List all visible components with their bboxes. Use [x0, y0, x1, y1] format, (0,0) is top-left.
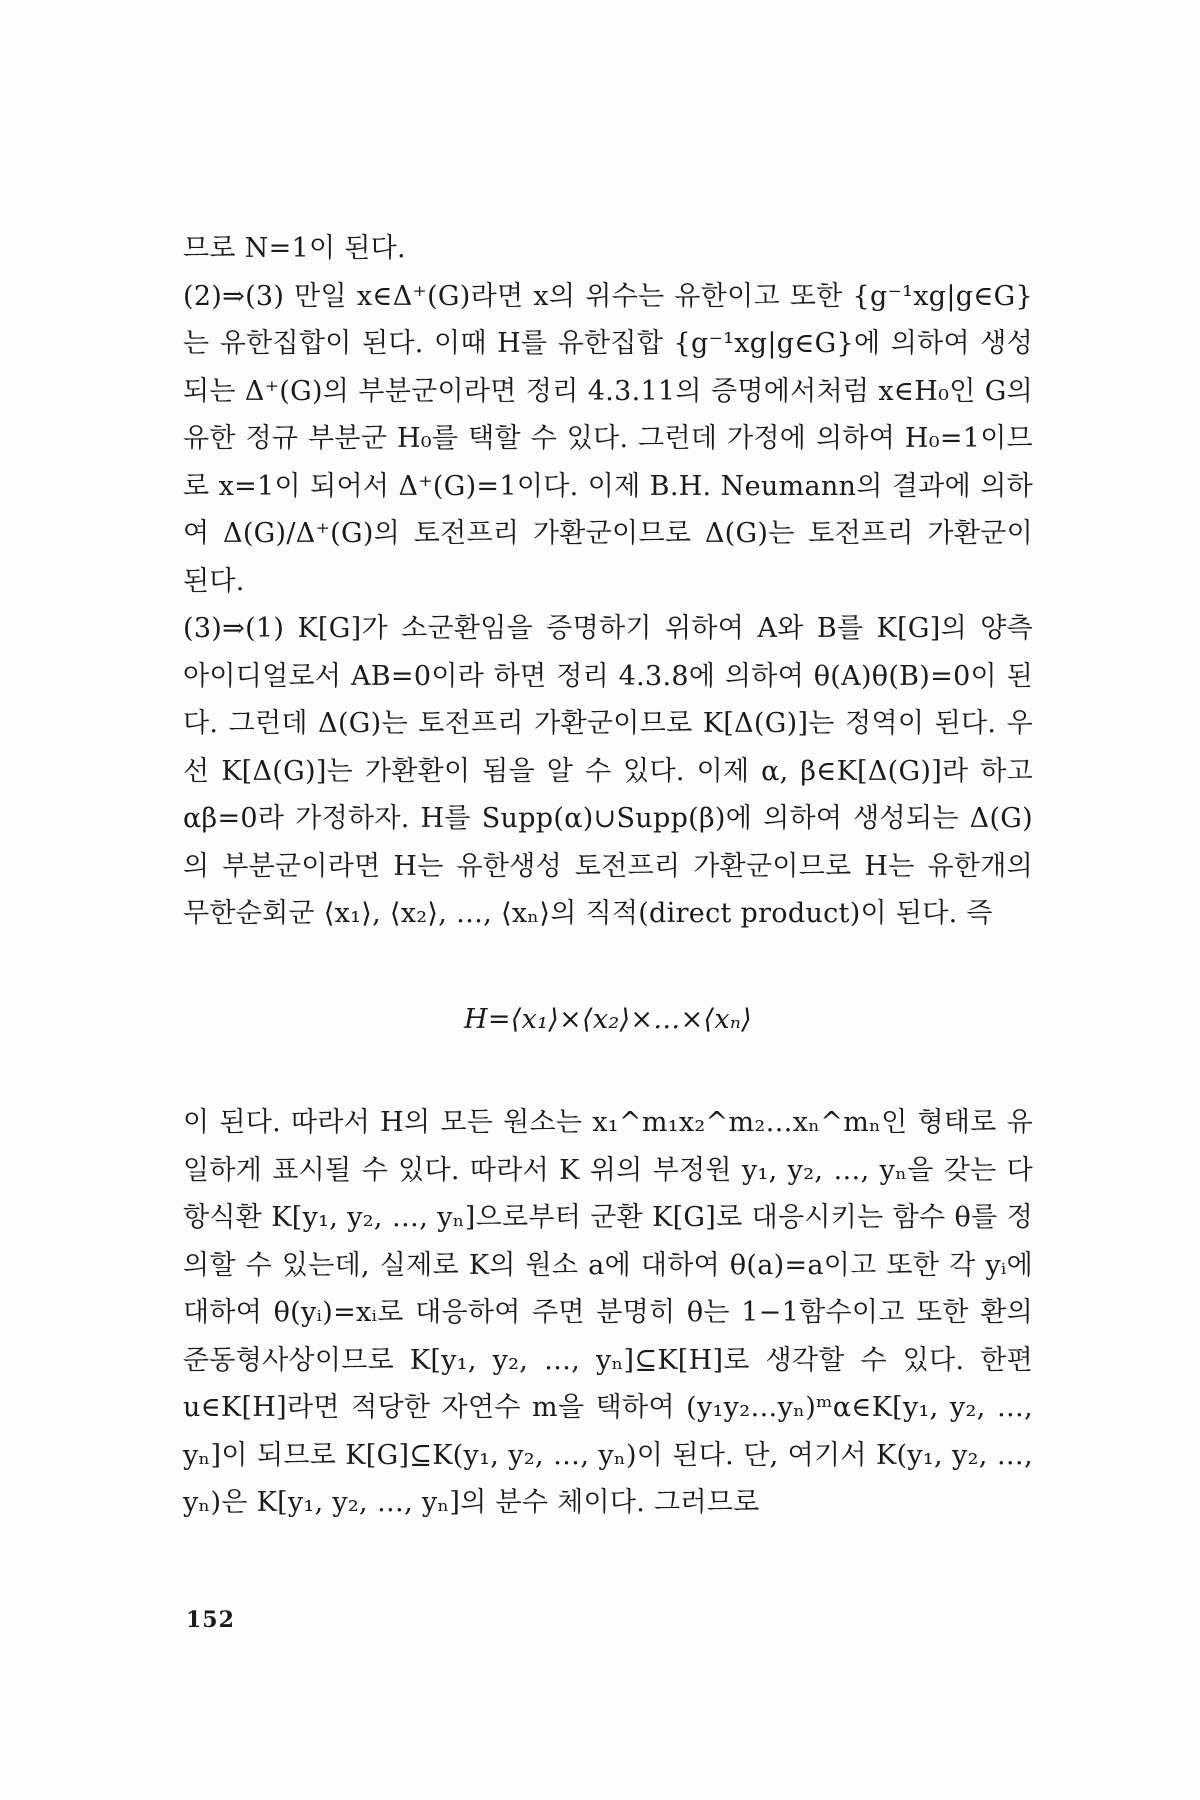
page-number: 152 [186, 1607, 235, 1633]
paragraph-3: (3)⇒(1) K[G]가 소군환임을 증명하기 위하여 A와 B를 K[G]의 양측 아이디얼로서 AB=0이라 하면 정리 4.3.8에 의하여 θ(A)θ(B)=0이 된다. 그런데 Δ(G)는 토전프리 가환군이므로 K[Δ(G)]는 정역이 된다. 우선 K[Δ(G)]는 가환환이 됨을 알 수 있다. 이제 α, β∈K[Δ(G)]라 하고 αβ=0라 가정하자. H를 Supp(α)∪Supp(β)에 의하여 생성되는 Δ(G)의 부분군이라면 H는 유한생성 토전프리 가환군이므로 H는 유한개의 무한순회군 ⟨x₁⟩, ⟨x₂⟩, …, ⟨xₙ⟩의 직적(direct product)이 된다. 즉 [183, 613, 1033, 929]
paragraph-1: 므로 N=1이 된다. [183, 233, 406, 264]
paragraph-4: 이 된다. 따라서 H의 모든 원소는 x₁^m₁x₂^m₂…xₙ^mₙ인 형태로 유일하게 표시될 수 있다. 따라서 K 위의 부정원 y₁, y₂, …, yₙ을 갖는 다항식환 K[y₁, y₂, …, yₙ]으로부터 군환 K[G]로 대응시키는 함수 θ를 정의할 수 있는데, 실제로 K의 원소 a에 대하여 θ(a)=a이고 또한 각 yᵢ에 대하여 θ(yᵢ)=xᵢ로 대응하여 주면 분명히 θ는 1−1함수이고 또한 환의 준동형사상이므로 K[y₁, y₂, …, yₙ]⊆K[H]로 생각할 수 있다. 한편 u∈K[H]라면 적당한 자연수 m을 택하여 (y₁y₂…yₙ)ᵐα∈K[y₁, y₂, …, yₙ]이 되므로 K[G]⊆K(y₁, y₂, …, yₙ)이 된다. 단, 여기서 K(y₁, y₂, …, yₙ)은 K[y₁, y₂, …, yₙ]의 분수 체이다. 그러므로 [183, 1107, 1033, 1518]
body-text [183, 225, 1033, 1527]
display-formula: H=⟨x₁⟩×⟨x₂⟩×…×⟨xₙ⟩ [464, 1003, 752, 1035]
paragraph-2: (2)⇒(3) 만일 x∈Δ⁺(G)라면 x의 위수는 유한이고 또한 {g⁻¹xg|g∈G}는 유한집합이 된다. 이때 H를 유한집합 {g⁻¹xg|g∈G}에 의하여 생성되는 Δ⁺(G)의 부분군이라면 정리 4.3.11의 증명에서처럼 x∈H₀인 G의 유한 정규 부분군 H₀를 택할 수 있다. 그런데 가정에 의하여 H₀=1이므로 x=1이 되어서 Δ⁺(G)=1이다. 이제 B.H. Neumann의 결과에 의하여 Δ(G)/Δ⁺(G)의 토전프리 가환군이므로 Δ(G)는 토전프리 가환군이 된다. [183, 280, 1033, 597]
